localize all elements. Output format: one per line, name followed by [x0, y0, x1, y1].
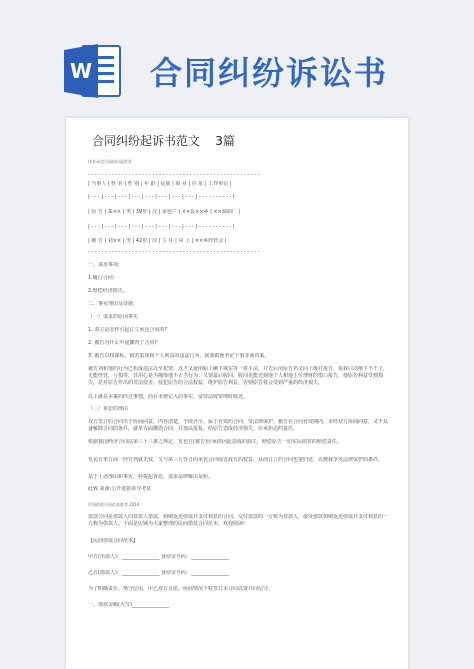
paragraph: 此致 来源:公开选拔领导考试: [88, 486, 152, 492]
claim-item: 2.赔偿经济损失。: [88, 288, 128, 294]
paragraph: 一、借款金额(大写)_______________: [88, 602, 170, 608]
paragraph: 被告刘和他的行为已构成违法以至犯罪，这才又使用职上瞒下欺实等一贯手法，并先后用原告名义向上级打报告，说我白动擅下不干了，无能经营，亏损等，其用心是为掩饰他不正当行为：又要最后收回，收回更能达到他个人和他主任理财的借口报告，使原告利益受到损失，是对原告作出的非法侵害，侵犯原告的合法权益，维护原告利益，否则原告将会受到严重的经济损失。: [88, 366, 388, 386]
word-logo-letter: W: [69, 59, 93, 83]
party-b-line: 乙方(借款人)：_______________ 身份证号码：_______________: [88, 570, 229, 576]
table-divider: - - - - - - - - - - - - - - - - - - - - - - - - - - - - - - - - - - - - - - - - - - - - - - - - - - -: [88, 249, 260, 255]
table-divider: | - - - | - - - | - - - | - - - | - - - | - - - | - - - | - - - | - - - - - - - - - - |: [88, 194, 235, 200]
paragraph: 双方签订的合同出于协商同意，内容清楚，手续齐全，属于有效的合同，受法律保护。被告在合同有效期内，未经双方协商同意，又不具备解除合同的条件，就单方面撕毁合同，并加以报复，给原告造成经济损失，应承担违约责任。: [88, 419, 388, 432]
section-heading-claims: 一、请求事项:: [88, 262, 120, 268]
document-page: [66, 118, 408, 669]
paragraph: 基于上述理由和事实，特提起诉讼，请求法律解决是盼。: [88, 474, 214, 480]
paragraph: 借款合同是借款人向贷款人借款，到期返还借款并支付利息的合同。交付借款的一方称为贷款人，接受借款到期返还借款并支付利息的一方称为借款人。下面是店铺为大家整理的民间借款合同范本，欢迎阅读!: [88, 514, 388, 527]
table-row-defendant: | 被 告 | 刘×× | 男 | 42岁 | 汉 | 主 任 | 同 上 | ××乡经管会 |: [88, 238, 227, 244]
subsection-heading: （二）诉讼的理由: [88, 406, 129, 412]
table-header-row: | 当事人 | 姓 名 | 性 别 | 年 龄 | 民族 | 职 业 | 住 址 | 工作单位 |: [88, 181, 232, 187]
table-row-plaintiff: | 原 告 | 秦×× | 男 | 39岁 | 汉 | 承包户 | ××县××乡 | ××制油厂 |: [88, 209, 241, 215]
section-caption: 民间借款合同范本推荐 2016: [88, 502, 140, 507]
document-subtitle: 技术承包合同纠纷起诉状: [88, 159, 132, 164]
banner: [0, 0, 474, 110]
section-heading-facts: 二、事实理由及证据:: [88, 301, 135, 307]
paragraph: 以上就是本案的经过事情，尚有未便记入的事实，留待法庭审理时陈述。: [88, 394, 249, 400]
table-divider: | - - - | - - - | - - - | - - - | - - - | - - - | - - - | - - - | - - - - - - - - - - |: [88, 224, 235, 230]
fact-item: 2. 被告为什么中途撕毁了合同?: [88, 340, 158, 346]
paragraph: 发包方单方面一经宣判就无效，又与第三方签订的承包合同侵害我方的权益，从而订立的合同也要归还，以便我享受法律保护的条件。: [88, 457, 384, 463]
table-divider: - - - - - - - - - - - - - - - - - - - - - - - - - - - - - - - - - - - - - - - - - - - - - - - - - - -: [88, 172, 260, 178]
word-document-icon: [62, 40, 124, 102]
fact-item: 3. 被告以权谋私，损害集体和个人利益的违法行为，我要跟他争论个事非曲直来。: [88, 353, 270, 359]
claim-item: 1.履行合同;: [88, 275, 115, 281]
subsection-heading: （一）请求的原因事实: [88, 314, 139, 320]
paragraph: 根据我国经济合同法第三十三条之规定，发包方(被告)应承担因此造成的损失，赔偿原告一切实际损害的赔偿责任。: [88, 439, 342, 445]
contract-heading: 【民间借款合同范本】: [88, 538, 139, 544]
party-a-line: 甲方(出借人)：_______________ 身份证号码：_______________: [88, 554, 229, 560]
banner-title: 合同纠纷诉讼书: [150, 54, 389, 92]
fact-item: 1. 双方是怎样引起订立承包合同的?: [88, 327, 168, 333]
paragraph: 为了明确责任，恪守信用，甲乙双方自愿，协商情况下特签订本合同以资共同信守。: [88, 586, 274, 592]
document-title: 合同纠纷起诉书范文 3篇: [92, 134, 235, 148]
